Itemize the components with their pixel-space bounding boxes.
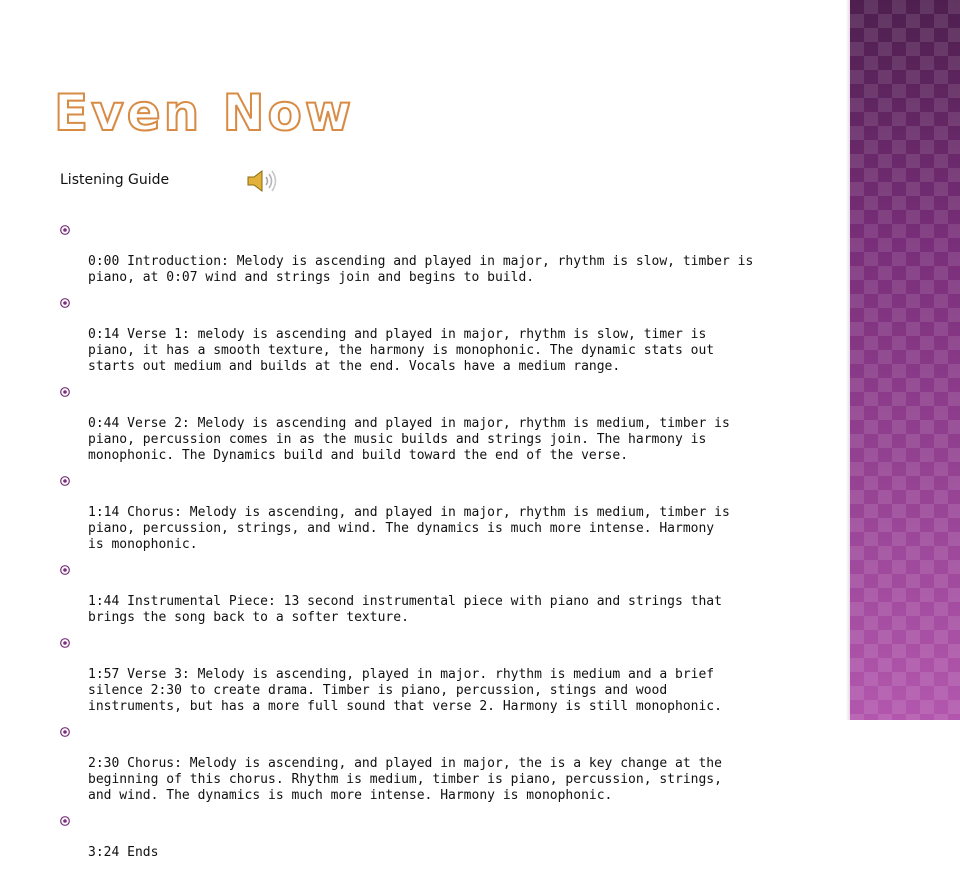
target-bullet-icon [60,387,70,397]
target-bullet-icon [60,476,70,486]
list-item [60,813,820,861]
list-item-text: 2:30 Chorus: Melody is ascending, and played in major, the is a key change at the beginning of this chorus. Rhythm is medium, timber is piano, percussion, strings, and wind. The dynamics is much more intense. Harmony is monophonic. [88,756,722,803]
list-item-text: 3:24 Ends [88,845,159,860]
target-bullet-icon [60,816,70,826]
list-item [60,635,820,715]
list-item [60,473,820,553]
target-bullet-icon [60,638,70,648]
target-bullet-icon [60,565,70,575]
list-item-text: 0:00 Introduction: Melody is ascending and played in major, rhythm is slow, timber is piano, at 0:07 wind and strings join and begins to build. [88,254,754,285]
list-item-text: 0:44 Verse 2: Melody is ascending and played in major, rhythm is medium, timber is piano, percussion comes in as the music builds and strings join. The harmony is monophonic. The Dynamics build and build toward the end of the verse. [88,416,730,463]
listening-guide-list [60,222,820,870]
slide-title: Even Now [54,84,355,142]
speaker-icon[interactable] [246,168,282,194]
target-bullet-icon [60,225,70,235]
side-pattern-band [850,0,960,720]
list-item-text: 1:57 Verse 3: Melody is ascending, played in major. rhythm is medium and a brief silence 2:30 to create drama. Timber is piano, percussion, stings and wood instruments, but has a more full sound that verse 2. Harmony is still monophonic. [88,667,722,714]
list-item [60,222,820,286]
listening-guide-label: Listening Guide [60,172,170,188]
target-bullet-icon [60,727,70,737]
list-item-text: 0:14 Verse 1: melody is ascending and played in major, rhythm is slow, timer is piano, it has a smooth texture, the harmony is monophonic. The dynamic stats out starts out medium and builds at the end. Vocals have a medium range. [88,327,715,374]
list-item-text: 1:44 Instrumental Piece: 13 second instrumental piece with piano and strings that brings the song back to a softer texture. [88,594,722,625]
list-item [60,724,820,804]
list-item [60,295,820,375]
list-item-text: 1:14 Chorus: Melody is ascending, and played in major, rhythm is medium, timber is piano, percussion, strings, and wind. The dynamics is much more intense. Harmony is monophonic. [88,505,730,552]
target-bullet-icon [60,298,70,308]
list-item [60,562,820,626]
list-item [60,384,820,464]
